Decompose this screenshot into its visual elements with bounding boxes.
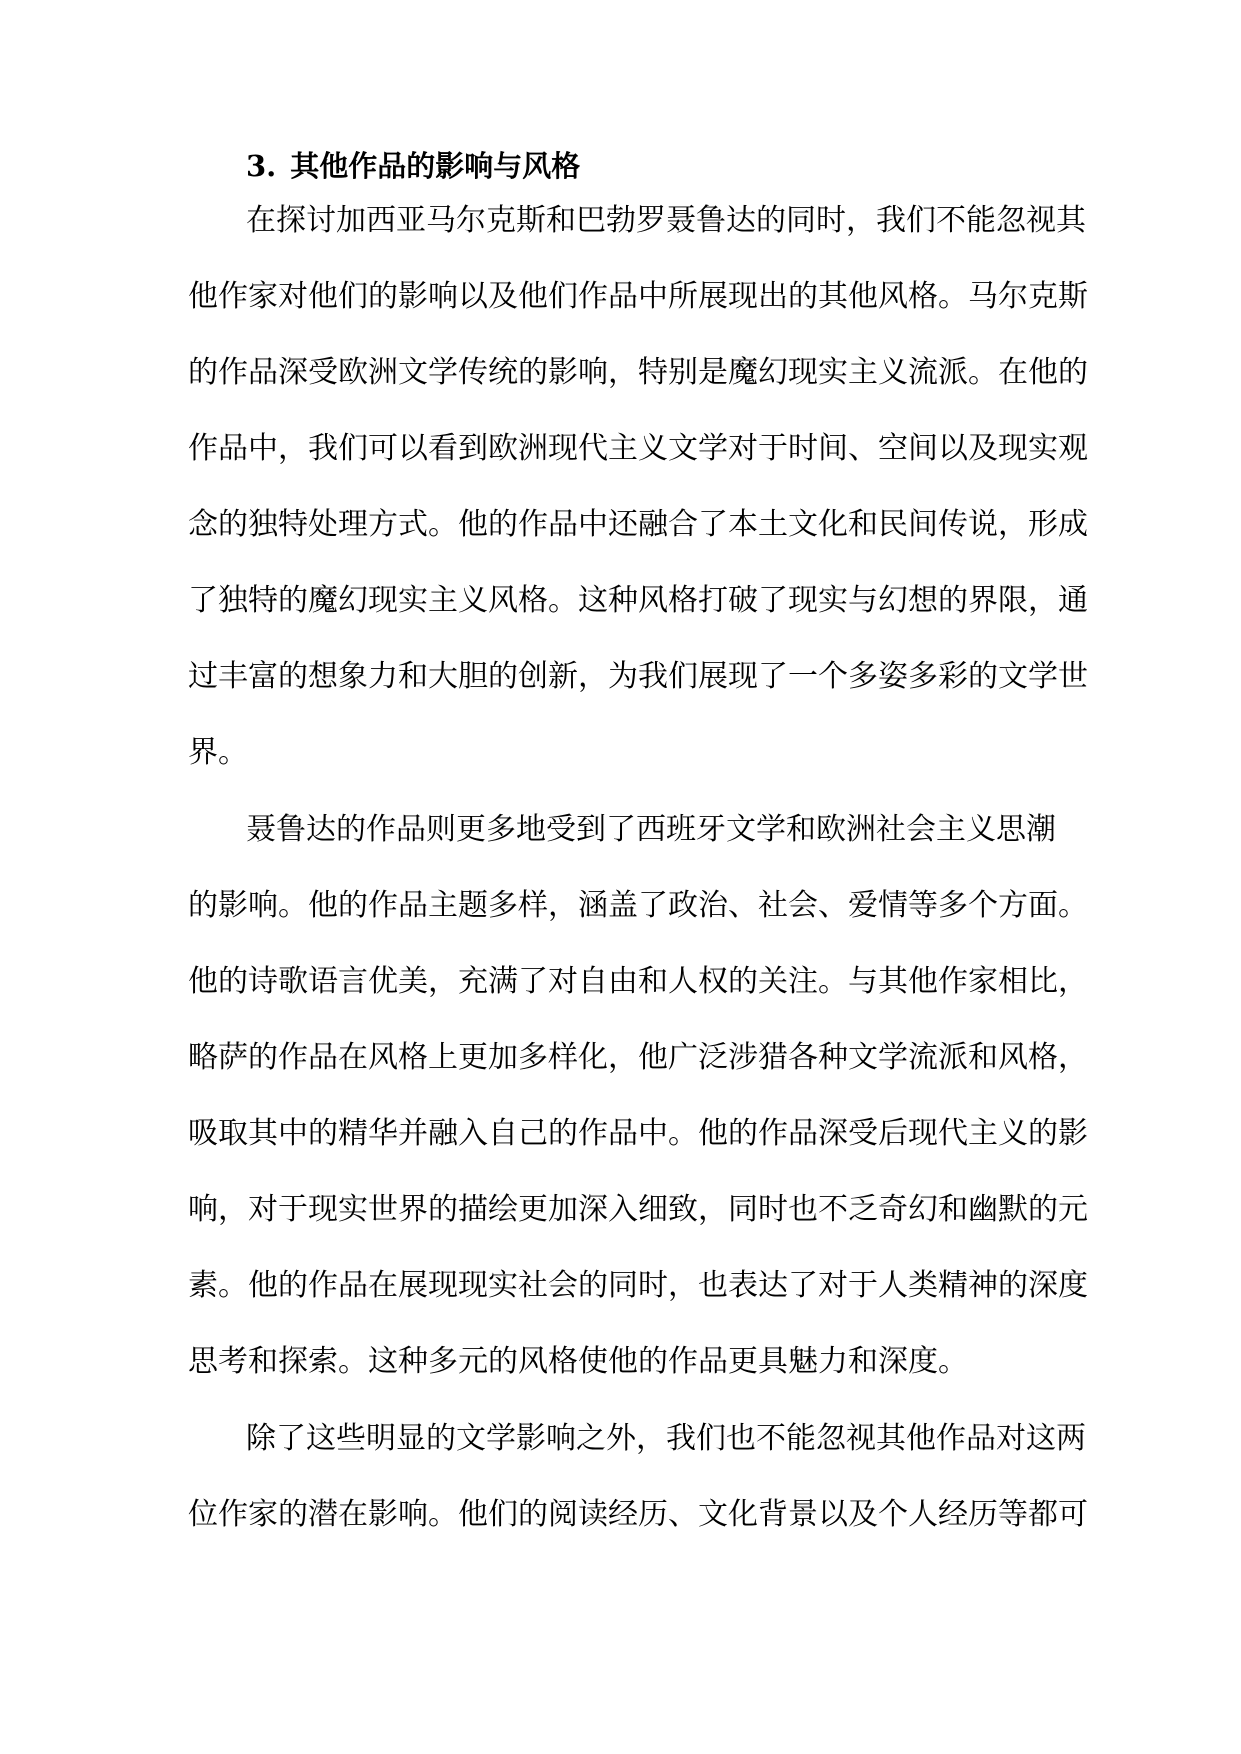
section-heading [246, 146, 580, 186]
paragraph-3 [188, 1401, 1088, 1553]
paragraph-line: 了独特的魔幻现实主义风格。这种风格打破了现实与幻想的界限，通 [188, 583, 1088, 618]
paragraph-line: 素。他的作品在展现现实社会的同时，也表达了对于人类精神的深度 [188, 1268, 1088, 1303]
paragraph-line: 思考和探索。这种多元的风格使他的作品更具魅力和深度。 [188, 1344, 968, 1379]
paragraph-line: 念的独特处理方式。他的作品中还融合了本土文化和民间传说，形成 [188, 507, 1088, 542]
paragraph-line: 他作家对他们的影响以及他们作品中所展现出的其他风格。马尔克斯 [188, 279, 1088, 314]
paragraph-line: 聂鲁达的作品则更多地受到了西班牙文学和欧洲社会主义思潮 [246, 812, 1056, 847]
paragraph-line: 过丰富的想象力和大胆的创新，为我们展现了一个多姿多彩的文学世 [188, 659, 1088, 694]
paragraph-line: 他的诗歌语言优美，充满了对自由和人权的关注。与其他作家相比， [188, 964, 1088, 999]
paragraph-line: 的影响。他的作品主题多样，涵盖了政治、社会、爱情等多个方面。 [188, 888, 1088, 923]
paragraph-1 [188, 183, 1088, 791]
paragraph-line: 界。 [188, 735, 248, 770]
paragraph-line: 的作品深受欧洲文学传统的影响，特别是魔幻现实主义流派。在他的 [188, 355, 1088, 390]
paragraph-line: 响，对于现实世界的描绘更加深入细致，同时也不乏奇幻和幽默的元 [188, 1192, 1088, 1227]
paragraph-2 [188, 792, 1088, 1400]
paragraph-line: 吸取其中的精华并融入自己的作品中。他的作品深受后现代主义的影 [188, 1116, 1088, 1151]
section-title: 其他作品的影响与风格 [290, 149, 581, 183]
paragraph-line: 除了这些明显的文学影响之外，我们也不能忽视其他作品对这两 [246, 1421, 1086, 1456]
paragraph-line: 在探讨加西亚马尔克斯和巴勃罗聂鲁达的同时，我们不能忽视其 [246, 203, 1086, 238]
paragraph-line: 作品中，我们可以看到欧洲现代主义文学对于时间、空间以及现实观 [188, 431, 1088, 466]
paragraph-line: 位作家的潜在影响。他们的阅读经历、文化背景以及个人经历等都可 [188, 1497, 1088, 1532]
section-number: 3. [246, 149, 277, 183]
paragraph-line: 略萨的作品在风格上更加多样化，他广泛涉猎各种文学流派和风格， [188, 1040, 1088, 1075]
